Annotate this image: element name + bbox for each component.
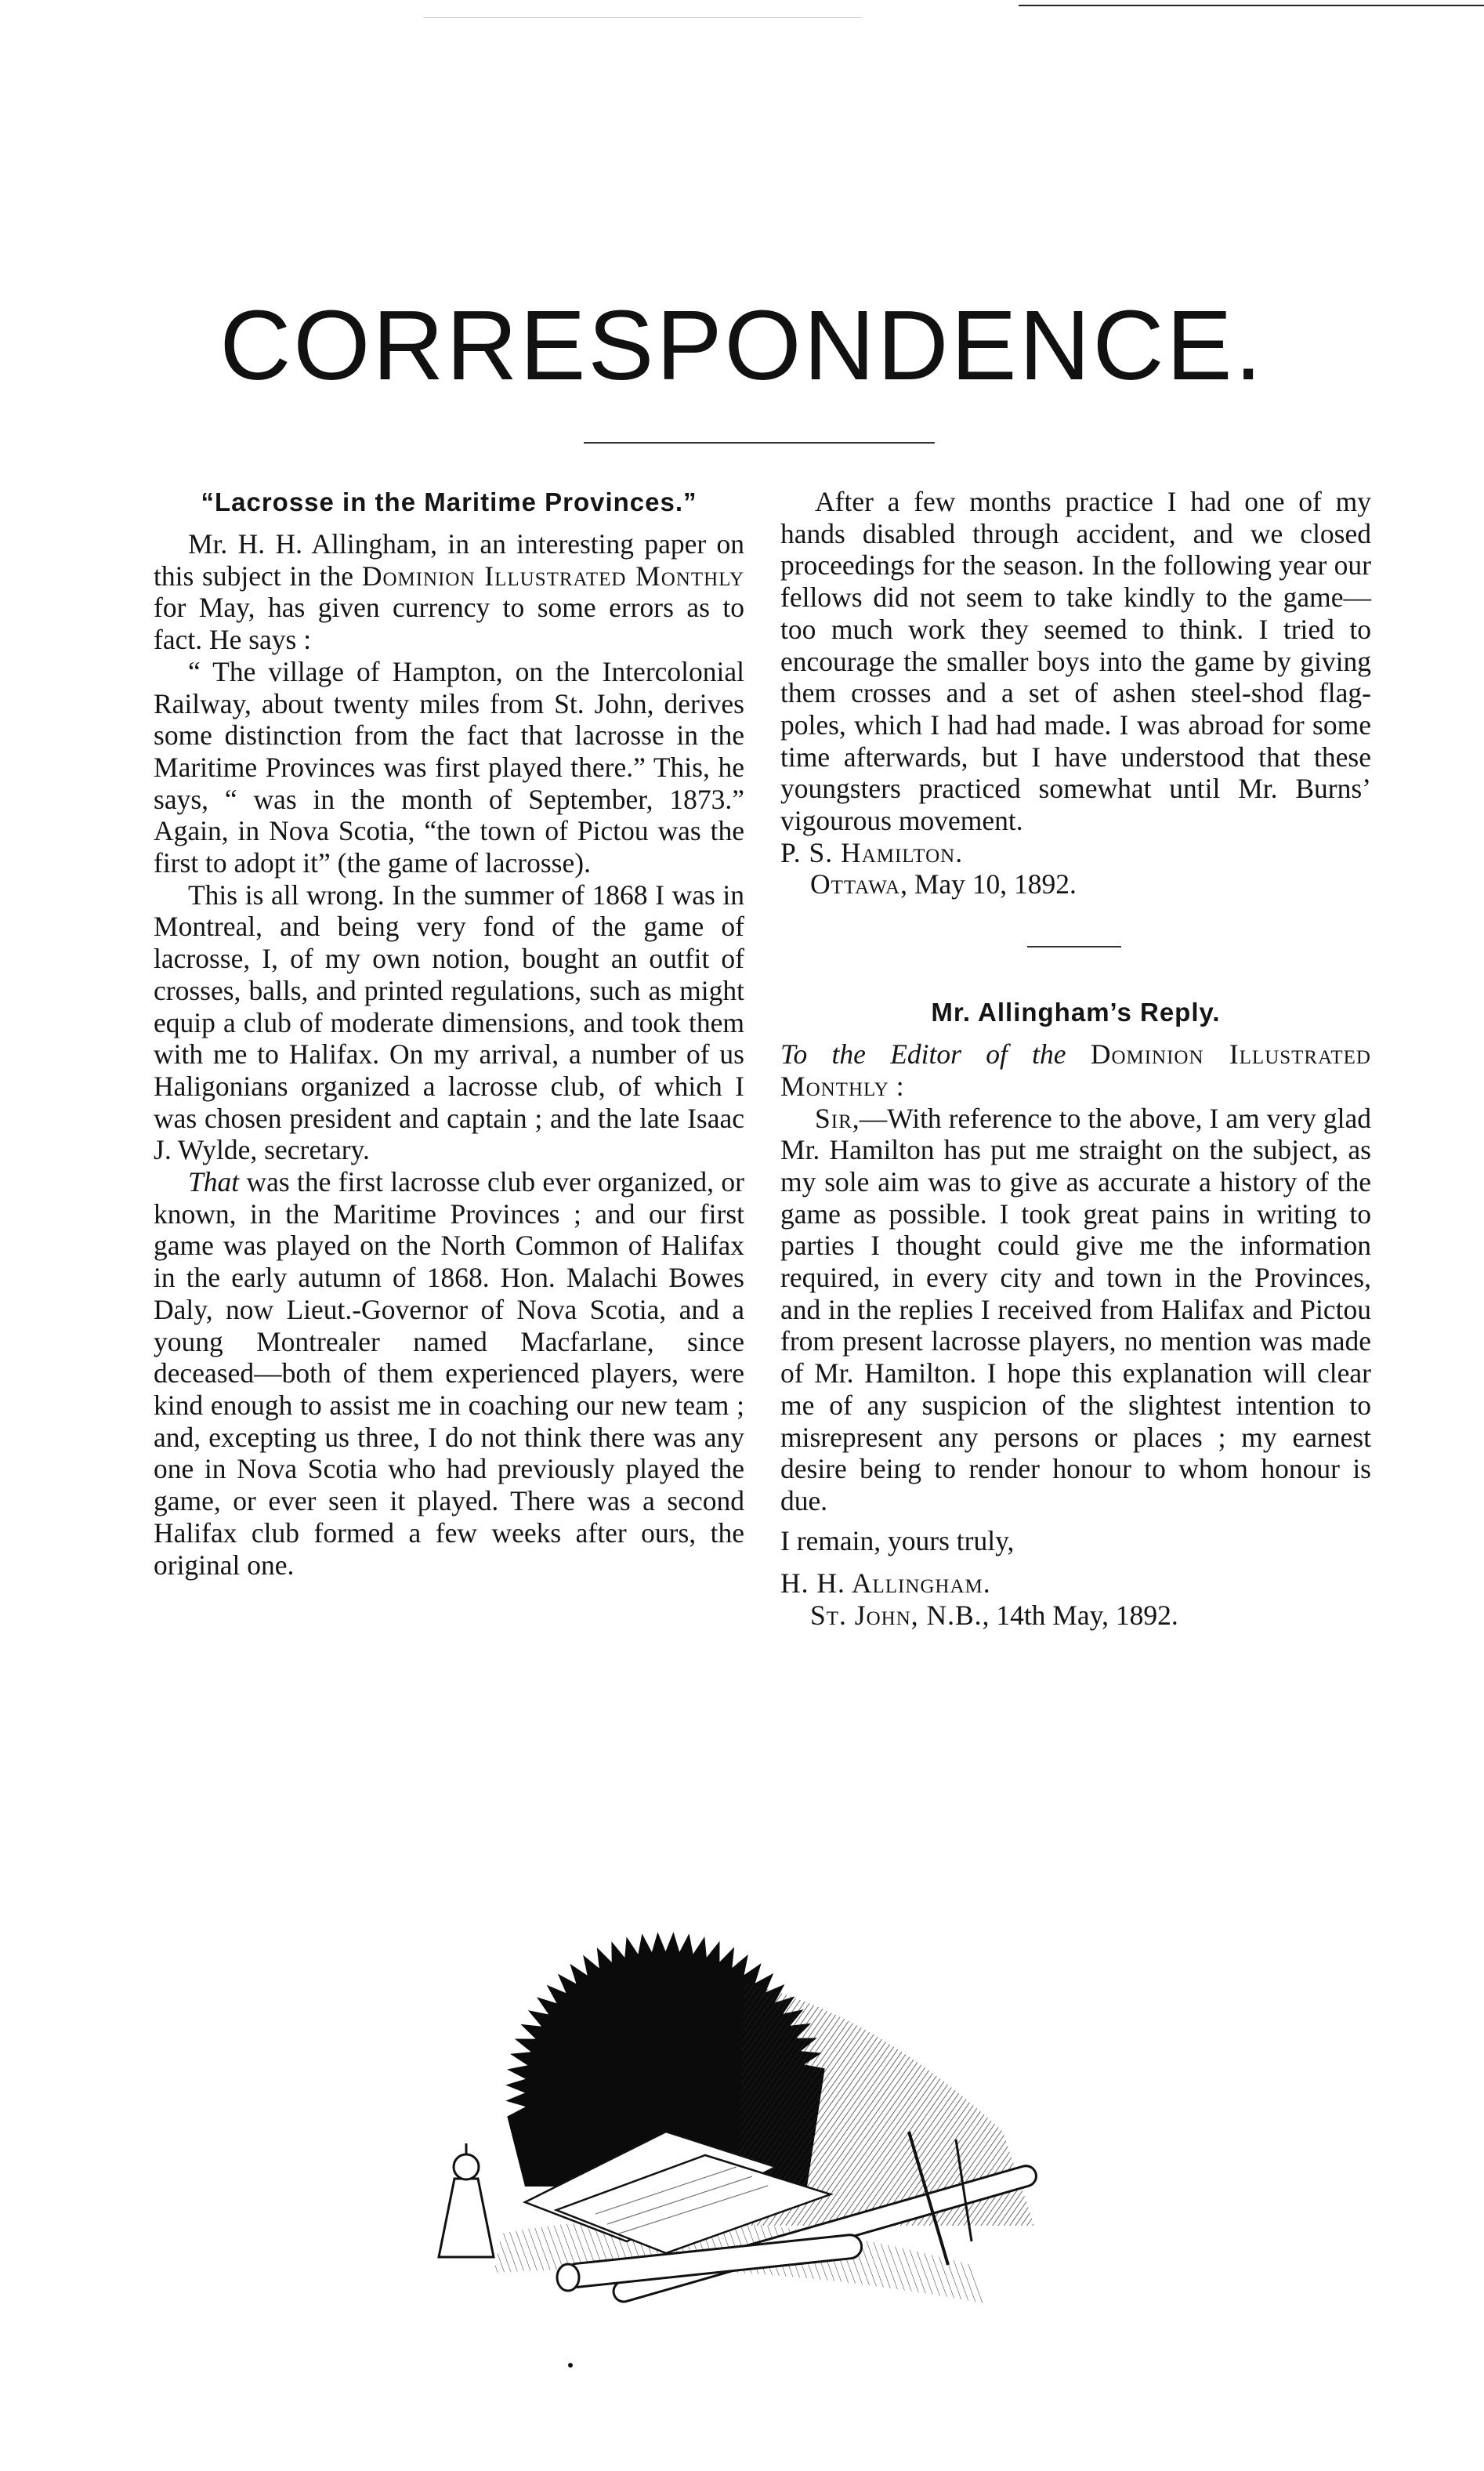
history-paragraph [154,1166,744,1581]
salutation-magazine: Dominion Illustrated Monthly [780,1038,1371,1102]
decorative-vignette [407,1897,1066,2398]
letter-heading: “Lacrosse in the Maritime Provinces.” [201,487,697,516]
title-divider [584,442,935,444]
dateline-st-john [780,1600,1371,1632]
rebuttal-paragraph: This is all wrong. In the summer of 1868 I was in Montreal, and being very fond of the game of lacrosse, I, of my own notion, bought an outfit of crosses, balls, and printed regulations, such as might equip a club of moderate dimensions, and took them with me to Halifax. On my arrival, a number of us Haligonians organized a lacrosse club, of which I was chosen president and captain ; and the late Isaac J. Wylde, secretary. [154,879,744,1166]
section-divider [1027,946,1121,947]
salutation-em: To the Editor of the [780,1038,1066,1071]
top-edge-faint-rule [423,17,862,18]
intro-text: Mr. H. H. Allingham, in an interesting paper on this subject in the [154,528,744,592]
dateline-date: , May 10, 1892. [900,868,1077,900]
continuation-paragraph: After a few months practice I had one of my hands disabled through accident, and we closed proceedings for the season. In the following year our fellows did not seem to take kindly to the game—too much work they seemed to think. I tried to encourage the smaller boys into the game by giving them crosses and a set of ashen steel-shod flag-poles, which I had had made. I was abroad for some time afterwards, but I have understood that these youngsters practiced somewhat until Mr. Burns’ vigourous movement. [780,486,1371,837]
dateline-place: Ottawa [810,868,901,900]
reply-heading: Mr. Allingham’s Reply. [931,998,1221,1027]
inkwell-icon [439,2143,494,2257]
letter-sir: Sir [815,1102,852,1134]
dateline2-date: , 14th May, 1892. [982,1600,1178,1632]
signature-allingham: H. H. Allingham. [780,1567,991,1600]
dateline-ottawa [780,868,1371,900]
left-column [154,486,744,1581]
reply-letter [780,1103,1371,1517]
top-edge-rule [1019,5,1484,6]
history-text: was the first lacrosse club ever organized, or known, in the Maritime Provinces ; and our first game was played on the North Common of Halifax in the early autumn of 1868. Hon. Malachi Bowes Daly, now Lieut.-Governor of Nova Scotia, and a young Montrealer named Macfarlane, since deceased—both of them experienced players, were kind enough to assist me in coaching our new team ; and, excepting us three, I do not think there was any one in Nova Scotia who had previously played the game, or ever seen it played. There was a second Halifax club formed a few weeks after ours, the original one. [154,1166,744,1581]
closing-line: I remain, yours truly, [780,1524,1015,1556]
intro-text-end: for May, has given currency to some errors as to fact. He says : [154,592,744,656]
signature-hamilton: P. S. Hamilton. [780,836,964,868]
quote-paragraph: “ The village of Hampton, on the Intercolonial Railway, about twenty miles from St. John, derives some distinction from the fact that lacrosse in the Maritime Provinces was first played there.” This, he says, “ was in the month of September, 1873.” Again, in Nova Scotia, “the town of Pictou was the first to adopt it” (the game of lacrosse). [154,655,744,879]
intro-paragraph [154,528,744,656]
dateline2-place: St. John, N.B. [810,1600,983,1632]
page-title: CORRESPONDENCE. [219,290,1265,400]
salutation [780,1038,1371,1102]
ink-dot-icon [568,2363,573,2368]
emphasis-that: That [188,1166,240,1198]
magazine-name: Dominion Illustrated Monthly [361,560,744,592]
right-column [780,486,1371,1632]
letter-body: ,—With reference to the above, I am very glad Mr. Hamilton has put me straight on the subject, as my sole aim was to give as accurate a history of the game as possible. I took great pains in writing to parties I thought could give me the information required, in every city and town in the Provinces, and in the replies I received from Halifax and Pictou from present lacrosse players, no mention was made of Mr. Hamilton. I hope this explanation will clear me of any suspicion of the slightest intention to misrepresent any persons or places ; my earnest desire being to render honour to whom honour is due. [780,1102,1371,1516]
salutation-end: : [889,1070,904,1102]
